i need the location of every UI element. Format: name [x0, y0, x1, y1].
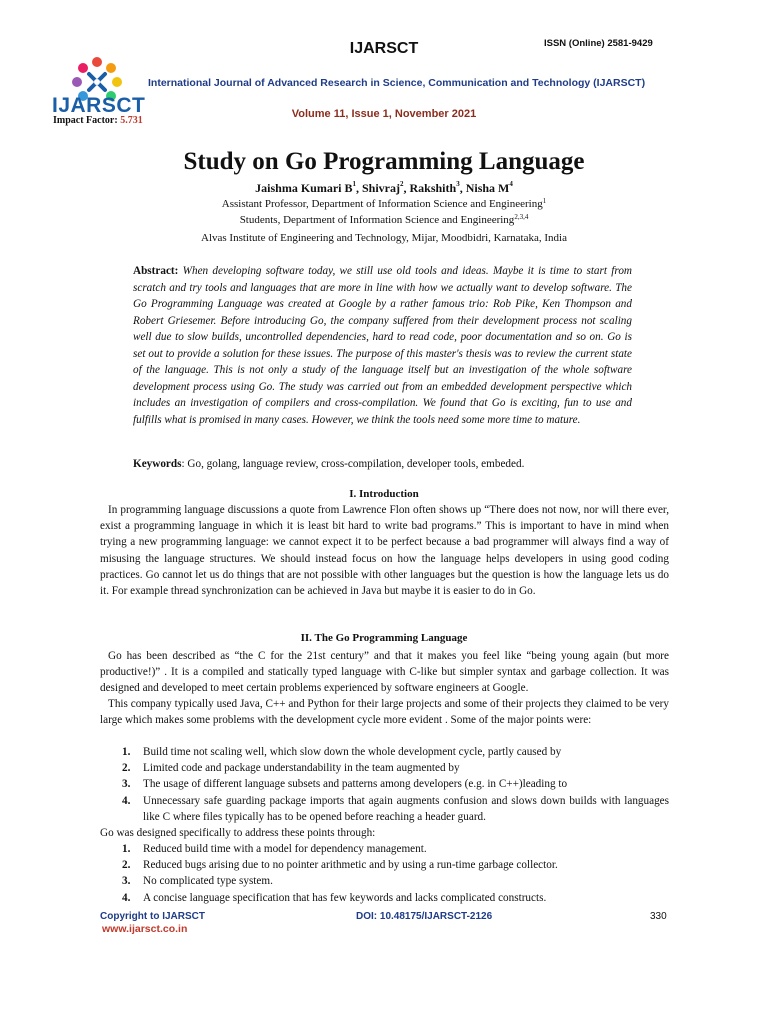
- body-paragraph: In programming language discussions a quote from Lawrence Flon often shows up “There does not now, nor will there ever, exist a programming language in which it is least bit hard to write bad programs.” This is important to have in mind when trying a new programming language: we cannot expect it to be perfect because a bad programmer will always find a way of misusing the language structures. We should instead focus on how the language helps developers in using good coding practices. Go cannot let us do things that are not possible with other languages but the question is how the language lets us do it. For example thread synchronization can be achieved in Java but maybe it is easier to do in Go.: [100, 504, 669, 598]
- keywords-text: : Go, golang, language review, cross-compilation, developer tools, embeded.: [181, 458, 525, 470]
- section-heading: II. The Go Programming Language: [300, 632, 468, 644]
- page-number: 330: [650, 911, 667, 922]
- author-name: Rakshith: [409, 181, 457, 195]
- copyright: Copyright to IJARSCT: [100, 911, 205, 922]
- list-item: 2. Limited code and package understandability in the team augmented by: [122, 762, 460, 775]
- author-name: Shivraj: [361, 181, 400, 195]
- author-name: Nisha M: [465, 181, 510, 195]
- paper-title: Study on Go Programming Language: [183, 148, 585, 175]
- body-paragraph: Go has been described as “the C for the 21st century” and that it makes you feel like “being young again (but more productive!)” . It is a compiled and statically typed language with C-like but simpler syntax and garbage collection. It was designed and developed to meet certain problems experienced by software engineers at Google.: [100, 650, 669, 695]
- list-item: 4. Unnecessary safe guarding package imports that again augments confusion and slows down builds with languages like C where files typically has to be opened before reaching a header guard.: [122, 794, 669, 823]
- abstract: [133, 263, 632, 428]
- solution-list: [100, 841, 669, 906]
- body-paragraph: This company typically used Java, C++ and Python for their large projects and some of their projects they claimed to be very large which makes some problems with the development cycle more evident . Some of the major points were:: [100, 698, 669, 727]
- issn: ISSN (Online) 2581-9429: [544, 38, 653, 49]
- keywords-label: Keywords: [133, 458, 182, 470]
- body-paragraph: Go was designed specifically to address these points through:: [100, 827, 376, 839]
- doi[interactable]: DOI: 10.48175/IJARSCT-2126: [356, 911, 493, 922]
- impact-factor-value: 5.731: [120, 115, 143, 126]
- affiliation: Alvas Institute of Engineering and Technology, Mijar, Moodbidri, Karnataka, India: [201, 232, 567, 244]
- author-name: Jaishma Kumari B: [255, 181, 353, 195]
- abstract-text: When developing software today, we still use old tools and ideas. Maybe it is time to start from scratch and try tools and languages that are more in line with how we actually want to develop software. The Go Programming Language was created at Google by a rather famous trio: Rob Pike, Ken Thompson and Robert Griesemer. Before introducing Go, the company suffered from their development process not scaling well due to slow builds, uncontrolled dependencies, hard to read code, poor documentation and so on. Go is set out to provide a solution for these issues. The purpose of this master's thesis was to review the current state of the language. This is not only a study of the language itself but an investigation of the whole software development process using Go. The study was carried out from an embedded development perspective which includes an investigation of compilers and cross-compilation. We found that Go is exciting, fun to use and fulfills what is promised in many cases. However, we think the tools need some more time to mature.: [133, 265, 633, 426]
- journal-full-name: International Journal of Advanced Research in Science, Communication and Technology (IJARSCT): [148, 77, 646, 89]
- list-item: 1. Reduced build time with a model for dependency management.: [122, 843, 427, 855]
- list-item: 3. The usage of different language subsets and patterns among developers (e.g. in C++)leading to: [122, 778, 568, 791]
- list-item: 1. Build time not scaling well, which slow down the whole development cycle, partly caused by: [122, 746, 562, 758]
- authors: Jaishma Kumari $B^1$, Shivraj$^2$, Rakshith$^3$, Nisha $M^4$: [255, 180, 513, 195]
- logo-text: IJARSCT: [52, 94, 146, 117]
- journal-url-link[interactable]: www.ijarsct.co.in: [102, 923, 188, 935]
- keywords: [133, 458, 653, 470]
- impact-factor-label: Impact Factor:: [53, 115, 118, 126]
- problem-list: [100, 744, 669, 825]
- list-item: 3. No complicated type system.: [122, 875, 273, 888]
- journal-abbr: IJARSCT: [349, 40, 419, 57]
- affiliation: Students, Department of Information Science and Engineering$^{2,3,4}$: [239, 213, 529, 226]
- volume-issue: Volume 11, Issue 1, November 2021: [291, 108, 477, 120]
- affiliation: Assistant Professor, Department of Information Science and Engineering$^1$: [221, 197, 547, 210]
- list-item: 4. A concise language specification that has few keywords and lacks complicated constructs.: [122, 891, 547, 904]
- section-heading: I. Introduction: [349, 488, 419, 500]
- list-item: 2. Reduced bugs arising due to no pointer arithmetic and by using a run-time garbage collector.: [122, 859, 558, 872]
- abstract-label: Abstract:: [133, 265, 179, 277]
